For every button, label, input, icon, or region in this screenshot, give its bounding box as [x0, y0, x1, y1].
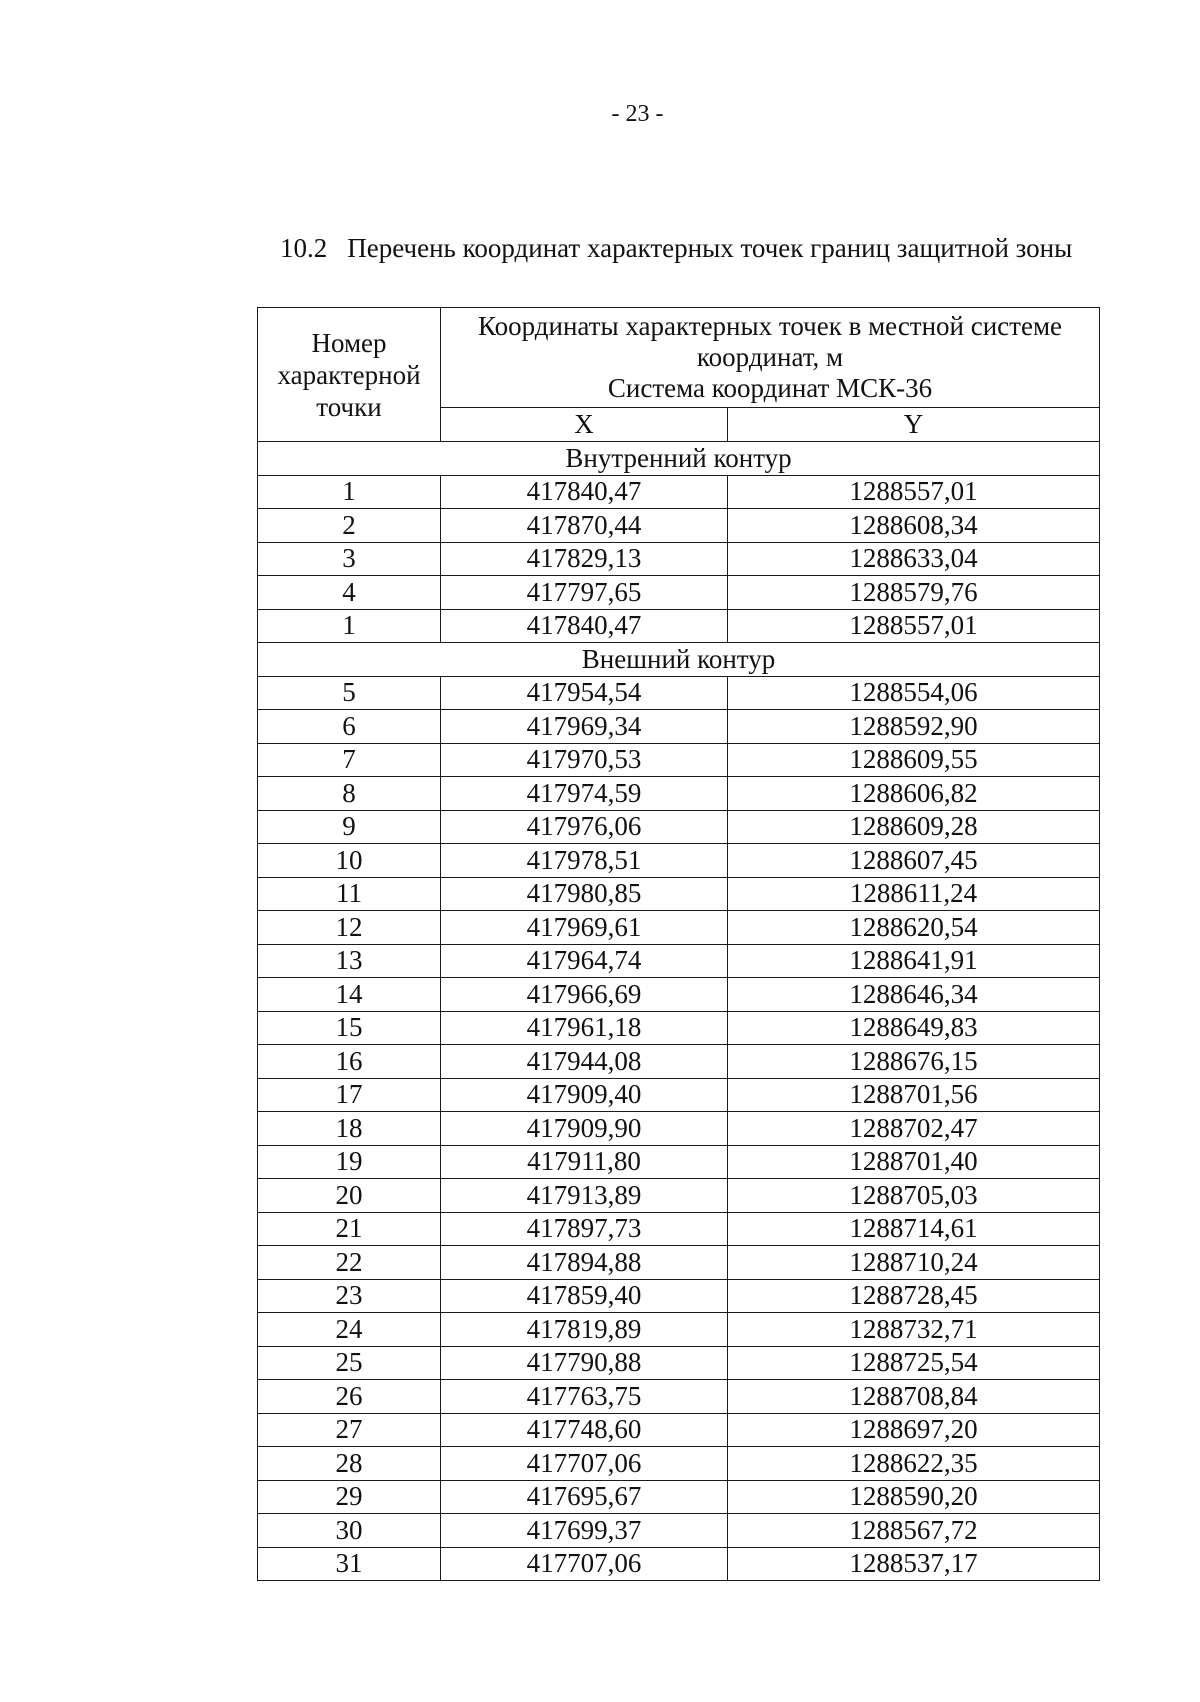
cell-y: 1288701,40: [728, 1145, 1100, 1179]
table-row: [258, 1045, 1100, 1079]
cell-x: 417911,80: [441, 1145, 728, 1179]
cell-x: 417748,60: [441, 1413, 728, 1447]
cell-x: 417894,88: [441, 1246, 728, 1280]
table-row: [258, 710, 1100, 744]
table-row: [258, 1447, 1100, 1481]
cell-point: 6: [258, 710, 441, 744]
cell-x: 417829,13: [441, 542, 728, 576]
cell-point: 23: [258, 1279, 441, 1313]
cell-y: 1288608,34: [728, 509, 1100, 543]
cell-x: 417695,67: [441, 1480, 728, 1514]
cell-y: 1288609,28: [728, 810, 1100, 844]
cell-x: 417964,74: [441, 944, 728, 978]
header-point-number: [258, 308, 441, 442]
cell-x: 417969,34: [441, 710, 728, 744]
cell-y: 1288606,82: [728, 777, 1100, 811]
table-row: [258, 1413, 1100, 1447]
cell-point: 13: [258, 944, 441, 978]
section-title: Перечень координат характерных точек границ защитной зоны: [347, 233, 1073, 263]
cell-point: 10: [258, 844, 441, 878]
cell-point: 1: [258, 609, 441, 643]
section-number: 10.2: [280, 233, 328, 263]
cell-point: 4: [258, 576, 441, 610]
cell-point: 30: [258, 1514, 441, 1548]
table-row: [258, 1480, 1100, 1514]
cell-point: 29: [258, 1480, 441, 1514]
cell-x: 417944,08: [441, 1045, 728, 1079]
table-row: [258, 1078, 1100, 1112]
cell-x: 417976,06: [441, 810, 728, 844]
cell-point: 28: [258, 1447, 441, 1481]
cell-x: 417859,40: [441, 1279, 728, 1313]
section-row-outer: [258, 643, 1100, 677]
coordinates-table: [257, 307, 1100, 1581]
cell-point: 12: [258, 911, 441, 945]
table-row: [258, 1112, 1100, 1146]
cell-y: 1288676,15: [728, 1045, 1100, 1079]
cell-point: 25: [258, 1346, 441, 1380]
table-row: [258, 509, 1100, 543]
cell-x: 417969,61: [441, 911, 728, 945]
header-point-number-line: Номер: [311, 327, 387, 358]
cell-x: 417954,54: [441, 676, 728, 710]
cell-y: 1288641,91: [728, 944, 1100, 978]
cell-y: 1288579,76: [728, 576, 1100, 610]
cell-y: 1288633,04: [728, 542, 1100, 576]
cell-point: 26: [258, 1380, 441, 1414]
section-heading: [280, 233, 1072, 264]
cell-point: 27: [258, 1413, 441, 1447]
cell-x: 417909,40: [441, 1078, 728, 1112]
table-row: [258, 1313, 1100, 1347]
header-coordinates: [441, 308, 1100, 408]
cell-y: 1288728,45: [728, 1279, 1100, 1313]
section-row-inner: [258, 442, 1100, 476]
table-row: [258, 978, 1100, 1012]
table-row: [258, 877, 1100, 911]
table-row: [258, 1179, 1100, 1213]
cell-point: 16: [258, 1045, 441, 1079]
cell-point: 19: [258, 1145, 441, 1179]
header-x: X: [441, 407, 728, 441]
header-coordinates-line: Система координат МСК-36: [607, 372, 933, 403]
cell-x: 417913,89: [441, 1179, 728, 1213]
cell-point: 20: [258, 1179, 441, 1213]
cell-point: 2: [258, 509, 441, 543]
cell-y: 1288714,61: [728, 1212, 1100, 1246]
cell-x: 417897,73: [441, 1212, 728, 1246]
cell-y: 1288620,54: [728, 911, 1100, 945]
table-row: [258, 944, 1100, 978]
page-number: - 23 -: [611, 101, 664, 127]
cell-y: 1288609,55: [728, 743, 1100, 777]
table-row: [258, 911, 1100, 945]
table-row: [258, 1011, 1100, 1045]
header-point-number-line: характерной: [277, 359, 421, 390]
cell-y: 1288697,20: [728, 1413, 1100, 1447]
table-row: [258, 1514, 1100, 1548]
table-row: [258, 810, 1100, 844]
table-row: [258, 844, 1100, 878]
cell-point: 11: [258, 877, 441, 911]
section-label-inner: Внутренний контур: [258, 442, 1100, 476]
cell-y: 1288557,01: [728, 609, 1100, 643]
cell-x: 417909,90: [441, 1112, 728, 1146]
table-row: [258, 542, 1100, 576]
table-row: [258, 1346, 1100, 1380]
table-row: [258, 1547, 1100, 1581]
header-coordinates-line: координат, м: [696, 341, 844, 372]
cell-x: 417707,06: [441, 1447, 728, 1481]
table-body: [258, 442, 1100, 1581]
cell-point: 14: [258, 978, 441, 1012]
cell-point: 22: [258, 1246, 441, 1280]
cell-point: 24: [258, 1313, 441, 1347]
cell-x: 417707,06: [441, 1547, 728, 1581]
cell-point: 15: [258, 1011, 441, 1045]
cell-x: 417974,59: [441, 777, 728, 811]
cell-point: 9: [258, 810, 441, 844]
cell-point: 17: [258, 1078, 441, 1112]
cell-y: 1288622,35: [728, 1447, 1100, 1481]
table-row: [258, 1380, 1100, 1414]
cell-x: 417840,47: [441, 475, 728, 509]
table-row: [258, 676, 1100, 710]
cell-x: 417797,65: [441, 576, 728, 610]
table-row: [258, 1145, 1100, 1179]
table-row: [258, 475, 1100, 509]
cell-point: 5: [258, 676, 441, 710]
table-row: [258, 576, 1100, 610]
cell-x: 417978,51: [441, 844, 728, 878]
cell-x: 417763,75: [441, 1380, 728, 1414]
table-row: [258, 609, 1100, 643]
cell-y: 1288592,90: [728, 710, 1100, 744]
header-point-number-line: точки: [316, 391, 382, 422]
cell-x: 417819,89: [441, 1313, 728, 1347]
cell-point: 21: [258, 1212, 441, 1246]
cell-point: 1: [258, 475, 441, 509]
cell-y: 1288607,45: [728, 844, 1100, 878]
table-row: [258, 1246, 1100, 1280]
section-label-outer: Внешний контур: [258, 643, 1100, 677]
cell-y: 1288537,17: [728, 1547, 1100, 1581]
cell-y: 1288705,03: [728, 1179, 1100, 1213]
cell-y: 1288567,72: [728, 1514, 1100, 1548]
cell-y: 1288702,47: [728, 1112, 1100, 1146]
cell-y: 1288554,06: [728, 676, 1100, 710]
header-y: Y: [728, 407, 1100, 441]
table-row: [258, 777, 1100, 811]
cell-y: 1288646,34: [728, 978, 1100, 1012]
header-coordinates-line: Координаты характерных точек в местной системе: [477, 310, 1063, 341]
cell-y: 1288701,56: [728, 1078, 1100, 1112]
cell-x: 417980,85: [441, 877, 728, 911]
cell-point: 31: [258, 1547, 441, 1581]
table-row: [258, 1279, 1100, 1313]
table-row: [258, 743, 1100, 777]
cell-point: 7: [258, 743, 441, 777]
cell-y: 1288732,71: [728, 1313, 1100, 1347]
cell-x: 417840,47: [441, 609, 728, 643]
table-row: [258, 1212, 1100, 1246]
cell-y: 1288710,24: [728, 1246, 1100, 1280]
cell-y: 1288649,83: [728, 1011, 1100, 1045]
cell-x: 417970,53: [441, 743, 728, 777]
cell-y: 1288725,54: [728, 1346, 1100, 1380]
cell-y: 1288611,24: [728, 877, 1100, 911]
cell-y: 1288557,01: [728, 475, 1100, 509]
cell-point: 3: [258, 542, 441, 576]
cell-x: 417966,69: [441, 978, 728, 1012]
cell-x: 417961,18: [441, 1011, 728, 1045]
cell-x: 417699,37: [441, 1514, 728, 1548]
cell-y: 1288708,84: [728, 1380, 1100, 1414]
cell-x: 417870,44: [441, 509, 728, 543]
cell-point: 18: [258, 1112, 441, 1146]
cell-y: 1288590,20: [728, 1480, 1100, 1514]
cell-point: 8: [258, 777, 441, 811]
cell-x: 417790,88: [441, 1346, 728, 1380]
